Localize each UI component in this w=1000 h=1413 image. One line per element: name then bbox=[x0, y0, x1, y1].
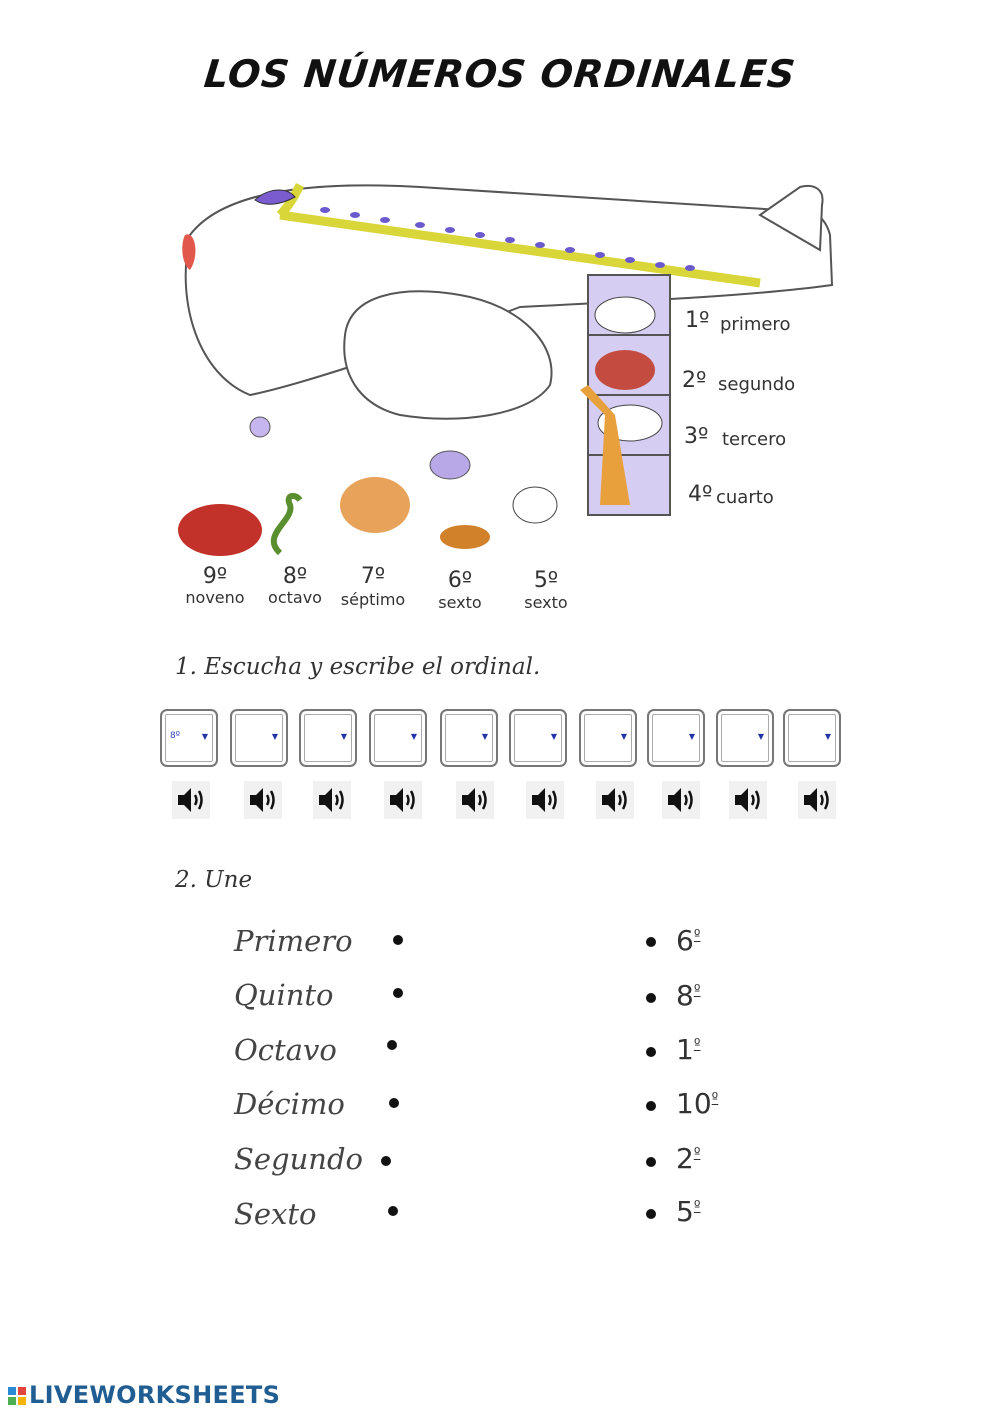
match-number-value: 10 bbox=[676, 1087, 712, 1120]
airplane-illustration bbox=[160, 175, 850, 625]
ordinal-dropdown[interactable] bbox=[230, 709, 288, 767]
speaker-button[interactable] bbox=[172, 781, 210, 819]
chevron-down-icon: ▼ bbox=[271, 732, 278, 741]
match-number bbox=[676, 1087, 718, 1120]
chevron-down-icon: ▼ bbox=[620, 732, 627, 741]
match-number bbox=[676, 924, 700, 957]
ordinal-suffix: º bbox=[693, 982, 701, 999]
ordinal-number: 9º bbox=[202, 564, 228, 589]
dropdown-value: 8º bbox=[170, 731, 180, 741]
match-dot-left[interactable] bbox=[381, 1156, 391, 1166]
chevron-down-icon: ▼ bbox=[410, 732, 417, 741]
speaker-button[interactable] bbox=[526, 781, 564, 819]
match-word: Segundo bbox=[234, 1142, 363, 1176]
chevron-down-icon: ▼ bbox=[688, 732, 695, 741]
ordinal-number: 6º bbox=[447, 568, 473, 593]
speaker-icon bbox=[731, 785, 765, 815]
match-dot-right[interactable] bbox=[646, 937, 656, 947]
ordinal-dropdown[interactable] bbox=[160, 709, 218, 767]
match-dot-left[interactable] bbox=[388, 1206, 398, 1216]
match-dot-right[interactable] bbox=[646, 1047, 656, 1057]
speaker-icon bbox=[664, 785, 698, 815]
chevron-down-icon: ▼ bbox=[201, 732, 208, 741]
speaker-icon bbox=[174, 785, 208, 815]
ordinal-number: 7º bbox=[360, 564, 386, 589]
speaker-button[interactable] bbox=[662, 781, 700, 819]
exercise1-instruction: 1. Escucha y escribe el ordinal. bbox=[175, 654, 541, 680]
ordinal-dropdown[interactable] bbox=[783, 709, 841, 767]
ordinal-suffix: º bbox=[693, 1036, 701, 1053]
match-number bbox=[676, 1033, 700, 1066]
speaker-icon bbox=[800, 785, 834, 815]
speaker-icon bbox=[246, 785, 280, 815]
chevron-down-icon: ▼ bbox=[481, 732, 488, 741]
ordinal-number: 5º bbox=[533, 568, 559, 593]
ordinal-dropdown[interactable] bbox=[440, 709, 498, 767]
match-dot-right[interactable] bbox=[646, 1101, 656, 1111]
match-number bbox=[676, 979, 700, 1012]
page-title: LOS NÚMEROS ORDINALES bbox=[202, 52, 798, 96]
ordinal-suffix: º bbox=[693, 1198, 701, 1215]
liveworksheets-logo-icon bbox=[8, 1387, 26, 1405]
ordinal-word: noveno bbox=[185, 588, 245, 607]
ordinal-word: tercero bbox=[722, 429, 787, 450]
ordinal-dropdown[interactable] bbox=[716, 709, 774, 767]
chevron-down-icon: ▼ bbox=[550, 732, 557, 741]
match-word: Décimo bbox=[234, 1087, 345, 1121]
match-dot-left[interactable] bbox=[393, 935, 403, 945]
match-number bbox=[676, 1142, 700, 1175]
match-number-value: 2 bbox=[676, 1142, 694, 1175]
ordinal-word: sexto bbox=[438, 593, 482, 612]
match-dot-left[interactable] bbox=[393, 988, 403, 998]
match-number-value: 1 bbox=[676, 1033, 694, 1066]
match-word: Primero bbox=[234, 924, 353, 958]
speaker-button[interactable] bbox=[384, 781, 422, 819]
match-number-value: 6 bbox=[676, 924, 694, 957]
ordinal-number: 4º bbox=[688, 482, 713, 507]
exercise2-instruction: 2. Une bbox=[175, 867, 253, 893]
footer-brand-text: LIVEWORKSHEETS bbox=[29, 1381, 281, 1409]
match-word: Octavo bbox=[234, 1033, 337, 1067]
speaker-icon bbox=[386, 785, 420, 815]
match-number-value: 8 bbox=[676, 979, 694, 1012]
speaker-button[interactable] bbox=[729, 781, 767, 819]
match-dot-right[interactable] bbox=[646, 1157, 656, 1167]
speaker-icon bbox=[598, 785, 632, 815]
ordinal-number: 8º bbox=[282, 564, 308, 589]
match-word: Quinto bbox=[234, 978, 334, 1012]
ordinal-word: segundo bbox=[718, 374, 796, 395]
match-dot-left[interactable] bbox=[389, 1098, 399, 1108]
ordinal-word: sexto bbox=[524, 593, 568, 612]
speaker-button[interactable] bbox=[798, 781, 836, 819]
ordinal-number: 3º bbox=[684, 424, 709, 449]
ordinal-suffix: º bbox=[693, 927, 701, 944]
ordinal-word: primero bbox=[720, 314, 791, 335]
ordinal-dropdown[interactable] bbox=[369, 709, 427, 767]
match-number bbox=[676, 1195, 700, 1228]
speaker-button[interactable] bbox=[596, 781, 634, 819]
speaker-button[interactable] bbox=[244, 781, 282, 819]
match-word: Sexto bbox=[234, 1197, 317, 1231]
ordinal-suffix: º bbox=[711, 1090, 719, 1107]
ordinal-dropdown[interactable] bbox=[647, 709, 705, 767]
speaker-icon bbox=[458, 785, 492, 815]
match-dot-right[interactable] bbox=[646, 993, 656, 1003]
ordinal-dropdown[interactable] bbox=[579, 709, 637, 767]
ordinal-word: cuarto bbox=[716, 487, 774, 508]
footer-brand[interactable] bbox=[8, 1381, 280, 1409]
speaker-icon bbox=[528, 785, 562, 815]
match-dot-left[interactable] bbox=[387, 1040, 397, 1050]
speaker-icon bbox=[315, 785, 349, 815]
speaker-button[interactable] bbox=[313, 781, 351, 819]
ordinal-word: séptimo bbox=[340, 590, 406, 609]
match-dot-right[interactable] bbox=[646, 1209, 656, 1219]
chevron-down-icon: ▼ bbox=[824, 732, 831, 741]
ordinal-dropdown[interactable] bbox=[509, 709, 567, 767]
chevron-down-icon: ▼ bbox=[757, 732, 764, 741]
ordinal-dropdown[interactable] bbox=[299, 709, 357, 767]
ordinal-word: octavo bbox=[268, 588, 322, 607]
match-number-value: 5 bbox=[676, 1195, 694, 1228]
speaker-button[interactable] bbox=[456, 781, 494, 819]
chevron-down-icon: ▼ bbox=[340, 732, 347, 741]
ordinal-number: 2º bbox=[682, 368, 707, 393]
ordinal-number: 1º bbox=[685, 308, 710, 333]
ordinal-suffix: º bbox=[693, 1145, 701, 1162]
